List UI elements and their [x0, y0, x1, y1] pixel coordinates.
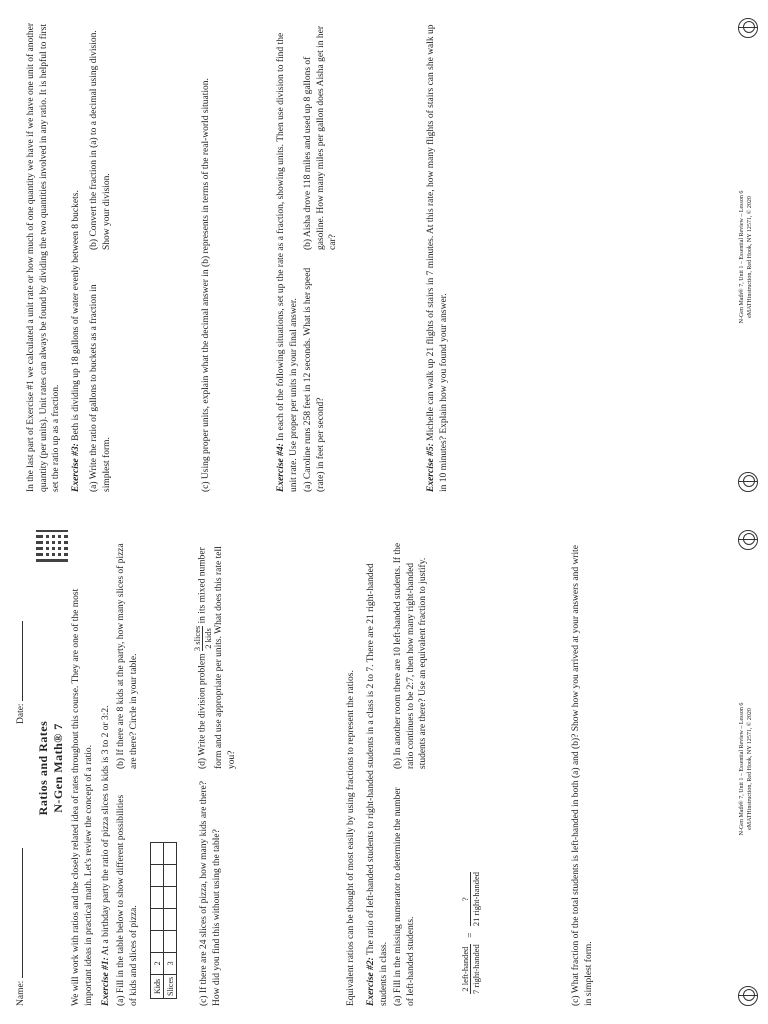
exercise3-prompt — [70, 22, 83, 492]
footer-line1: N-Gen Math® 7, Unit 1 – Essential Review – Lesson 6 — [739, 190, 745, 324]
exercise2-prompt-text: The ratio of left-handed students to right-handed students in a class is 2 to 7. There are 21 right-handed students in class. — [366, 563, 389, 1006]
exercise1-d-post: in its mixed number form and use appropriate per units. What does this rate tell you? — [197, 546, 237, 769]
page-left — [0, 512, 768, 1024]
footer-line1: N-Gen Math® 7, Unit 1 – Essential Review – Lesson 6 — [739, 702, 745, 836]
footer — [738, 654, 754, 884]
fraction-denominator: 21 right-handed — [471, 872, 481, 927]
exercise2-c: (c) What fraction of the total students is left-handed in both (a) and (b)? Show how you arrived at your answers and write in simplest form. — [571, 545, 594, 1006]
fraction-numerator: 2 left-handed — [460, 944, 471, 994]
exercise3-a: (a) Write the ratio of gallons to buckets as a fraction in simplest form. — [89, 284, 112, 492]
subtitle: N-Gen Math® 7 — [51, 723, 65, 813]
exercise1-d-pre: (d) Write the division problem — [197, 653, 208, 769]
exercise1-a: (a) Fill in the table below to show different possibilities of kids and slices of pizza. — [116, 794, 139, 1006]
title: Ratios and Rates — [36, 720, 50, 816]
name-blank — [22, 848, 23, 978]
ratio-table — [150, 842, 177, 999]
fraction-right — [460, 872, 481, 926]
exercise1-prompt — [100, 536, 113, 1006]
slices-per-kids-fraction — [192, 626, 213, 651]
footer-line2: eMATHinstruction, Red Hook, NY 12571, © 2020 — [747, 196, 753, 318]
name-label: Name: — [16, 980, 26, 1006]
exercise3-lead: Exercise #3: — [71, 443, 81, 492]
exercise4-prompt-text: In each of the following situations, set up the rate as a fraction, showing units. Then use division to find the unit rate. Use proper per units in your final answer. — [276, 32, 299, 492]
table-cell: 2 — [151, 952, 164, 974]
emath-logo-icon — [738, 986, 758, 1006]
table-cell[interactable] — [151, 864, 164, 886]
fraction-numerator: 3 slices — [192, 625, 202, 652]
exercise4-a: (a) Caroline runs 258 feet in 12 seconds. What is her speed (rate) in feet per second? — [303, 267, 326, 492]
footer-line2: eMATHinstruction, Red Hook, NY 12571, © 2020 — [747, 708, 753, 830]
exercise4-prompt — [275, 22, 300, 492]
name-field — [15, 848, 28, 1006]
emath-logo-icon — [738, 472, 758, 492]
date-label: Date: — [16, 703, 26, 724]
equivalent-ratios-text: Equivalent ratios can be thought of most easily by using fractions to represent the ratios. — [346, 670, 356, 1006]
exercise1-b: (b) If there are 8 kids at the party, how many slices of pizza are there? Circle in your table. — [116, 543, 139, 769]
exercise2-a: (a) Fill in the missing numerator to determine the number of left-handed students. — [393, 787, 416, 1006]
table-cell[interactable] — [164, 842, 177, 864]
exercise3-b: (b) Convert the fraction in (a) to a decimal using division. Show your division. — [89, 30, 112, 250]
page-title — [36, 662, 66, 874]
table-cell: Slices — [164, 974, 177, 998]
table-cell[interactable] — [151, 908, 164, 930]
table-cell[interactable] — [164, 864, 177, 886]
exercise1-prompt-text: At a birthday party the ratio of pizza slices to kids is 3 to 2 or 3:2. — [101, 705, 111, 956]
exercise2-b: (b) In another room there are 10 left-handed students. If the ratio continues to be 2:7, then how many right-handed students are there? Use an equivalent fraction to justify. — [393, 542, 428, 769]
exercise5-prompt — [425, 22, 450, 492]
exercise1-c: (c) If there are 24 slices of pizza, how many kids are there? How did you find this without using the table? — [199, 781, 222, 1006]
exercise1-d — [192, 539, 238, 769]
fraction-denominator: 2 kids — [203, 628, 213, 649]
table-cell: 3 — [164, 952, 177, 974]
emath-logo-icon — [738, 18, 758, 38]
exercise2-prompt — [365, 536, 390, 1006]
table-cell[interactable] — [164, 908, 177, 930]
table-row — [164, 842, 177, 998]
table-cell[interactable] — [151, 886, 164, 908]
exercise2-lead: Exercise #2: — [366, 957, 376, 1006]
fraction-numerator[interactable]: ? — [460, 872, 471, 926]
exercise3-prompt-text: Beth is dividing up 18 gallons of water evenly between 8 buckets. — [71, 190, 81, 441]
intro-text: We will work with ratios and the closely related idea of rates throughout this course. They are one of the most important ideas in practical math. Let's review the concept of a ratio. — [71, 588, 94, 1006]
fraction-denominator: 7 right-handed — [471, 944, 481, 994]
exercise4-lead: Exercise #4: — [276, 443, 286, 492]
table-cell: Kids — [151, 974, 164, 998]
table-cell[interactable] — [164, 886, 177, 908]
unit-rate-intro: In the last part of Exercise #1 we calculated a unit rate or how much of one quantity we have if we have one unit of another quantity (per units). Unit rates can always be found by dividing the two quantities involved in any ratio. It is helpful to first set the ratio up as a fraction. — [26, 22, 61, 492]
qr-code-icon — [36, 530, 68, 562]
emath-logo-icon — [738, 530, 758, 550]
exercise5-prompt-text: Michelle can walk up 21 flights of stairs in 7 minutes. At this rate, how many flights of stairs can she walk up in 10 minutes? Explain how you found your answer. — [426, 24, 449, 492]
exercise4-b: (b) Aisha drove 118 miles and used up 8 gallons of gasoline. How many miles per gallon does Aisha get in her car? — [303, 26, 338, 250]
fraction-left — [460, 944, 481, 994]
table-cell[interactable] — [151, 842, 164, 864]
table-cell[interactable] — [164, 930, 177, 952]
date-field — [15, 621, 28, 724]
table-row — [151, 842, 164, 998]
footer — [738, 142, 754, 372]
table-cell[interactable] — [151, 930, 164, 952]
exercise3-c: (c) Using proper units, explain what the decimal answer in (b) represents in terms of the real-world situation. — [201, 78, 211, 492]
exercise5-lead: Exercise #5: — [426, 443, 436, 492]
date-blank — [22, 621, 23, 701]
equivalent-fraction: 2 left-handed 7 right-handed = ? 21 right-handed — [460, 872, 481, 994]
exercise1-lead: Exercise #1: — [101, 957, 111, 1006]
